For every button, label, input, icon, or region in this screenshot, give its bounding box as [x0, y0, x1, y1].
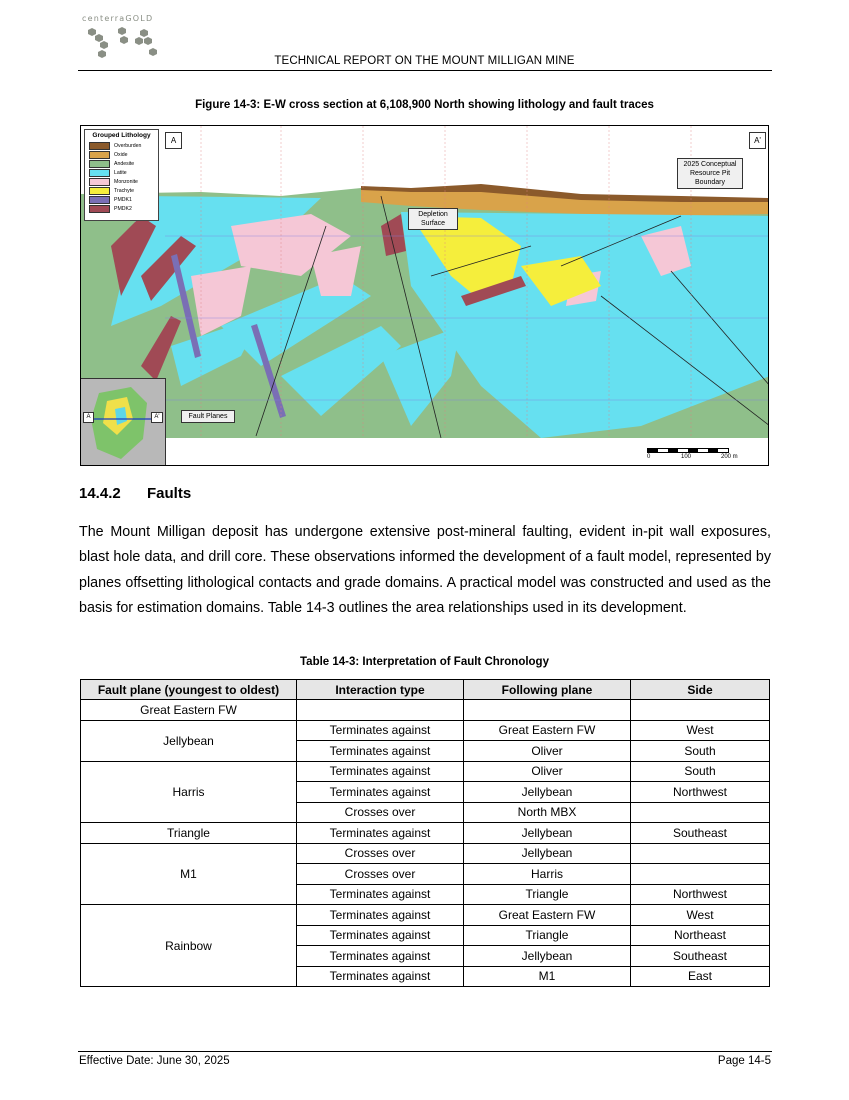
table-row: Jellybean Terminates against Great Eastern FW West — [81, 720, 770, 741]
table-header-row — [81, 680, 770, 700]
fault-cell: Great Eastern FW — [81, 700, 297, 721]
header-side: Side — [631, 680, 770, 700]
depletion-surface-callout: Depletion Surface — [408, 208, 458, 230]
footer-rule — [78, 1051, 772, 1052]
inset-label-a-prime: A' — [151, 412, 163, 423]
table-row: Harris Terminates against Oliver South — [81, 761, 770, 782]
legend-item: PMDK1 — [85, 195, 158, 204]
scale-label-100: 100 — [681, 454, 692, 460]
section-number: 14.4.2 — [79, 485, 121, 502]
cross-section-figure — [80, 125, 769, 466]
scale-label-0: 0 — [647, 454, 651, 460]
table-row: Terminates against M1 East — [81, 966, 770, 987]
body-paragraph: The Mount Milligan deposit has undergone extensive post-mineral faulting, evident in-pit wall exposures, blast hole data, and drill core. These observations informed the development of a fault model, represented by planes offsetting lithological contacts and grade domains. A practical model was constructed and used as the basis for estimation domains. Table 14-3 outlines the area relationships used in its development. — [79, 524, 771, 616]
page-number: Page 14-5 — [717, 1055, 771, 1067]
table-row: Terminates against Triangle Northwest — [81, 884, 770, 905]
fault-cell: Jellybean — [81, 720, 297, 761]
scale-bar — [647, 448, 769, 462]
figure-caption: Figure 14-3: E-W cross section at 6,108,900 North showing lithology and fault traces — [195, 99, 654, 111]
section-heading — [79, 485, 191, 502]
section-label-a-prime: A' — [749, 132, 766, 149]
fault-chronology-table — [80, 679, 770, 987]
legend-item: Oxide — [85, 150, 158, 159]
table-row — [81, 700, 770, 721]
legend-item: Latite — [85, 168, 158, 177]
pit-boundary-callout: 2025 Conceptual Resource Pit Boundary — [677, 158, 743, 189]
header-rule — [78, 70, 772, 71]
location-inset-map — [81, 378, 166, 466]
legend-title: Grouped Lithology — [92, 132, 151, 139]
table-row: Crosses over Harris — [81, 864, 770, 885]
table-caption: Table 14-3: Interpretation of Fault Chronology — [300, 656, 549, 668]
table-row: Terminates against Jellybean Northwest — [81, 782, 770, 803]
legend-item: Trachyte — [85, 186, 158, 195]
report-title: TECHNICAL REPORT ON THE MOUNT MILLIGAN MINE — [274, 55, 575, 67]
table-row: Terminates against Triangle Northeast — [81, 925, 770, 946]
fault-cell: Harris — [81, 761, 297, 823]
section-title: Faults — [147, 485, 192, 502]
table-row: Terminates against Oliver South — [81, 741, 770, 762]
table-row: Triangle Terminates against Jellybean Southeast — [81, 823, 770, 844]
header-following-plane: Following plane — [464, 680, 631, 700]
fault-cell: M1 — [81, 843, 297, 905]
lithology-legend — [84, 129, 159, 221]
legend-item: Monzonite — [85, 177, 158, 186]
fault-cell: Rainbow — [81, 905, 297, 987]
table-row: Rainbow Terminates against Great Eastern FW West — [81, 905, 770, 926]
table-row: M1 Crosses over Jellybean — [81, 843, 770, 864]
fault-cell: Triangle — [81, 823, 297, 844]
header-fault-plane: Fault plane (youngest to oldest) — [81, 680, 297, 700]
legend-item: Overburden — [85, 141, 158, 150]
header-interaction-type: Interaction type — [297, 680, 464, 700]
legend-item: PMDK2 — [85, 204, 158, 213]
legend-item: Andesite — [85, 159, 158, 168]
section-label-a: A — [165, 132, 182, 149]
logo-text: centerraGOLD — [82, 14, 154, 23]
fault-planes-callout: Fault Planes — [181, 410, 235, 423]
inset-label-a: A — [83, 412, 94, 423]
effective-date: Effective Date: June 30, 2025 — [79, 1055, 230, 1067]
table-row: Terminates against Jellybean Southeast — [81, 946, 770, 967]
scale-label-200: 200 m — [721, 454, 738, 460]
table-row: Crosses over North MBX — [81, 802, 770, 823]
